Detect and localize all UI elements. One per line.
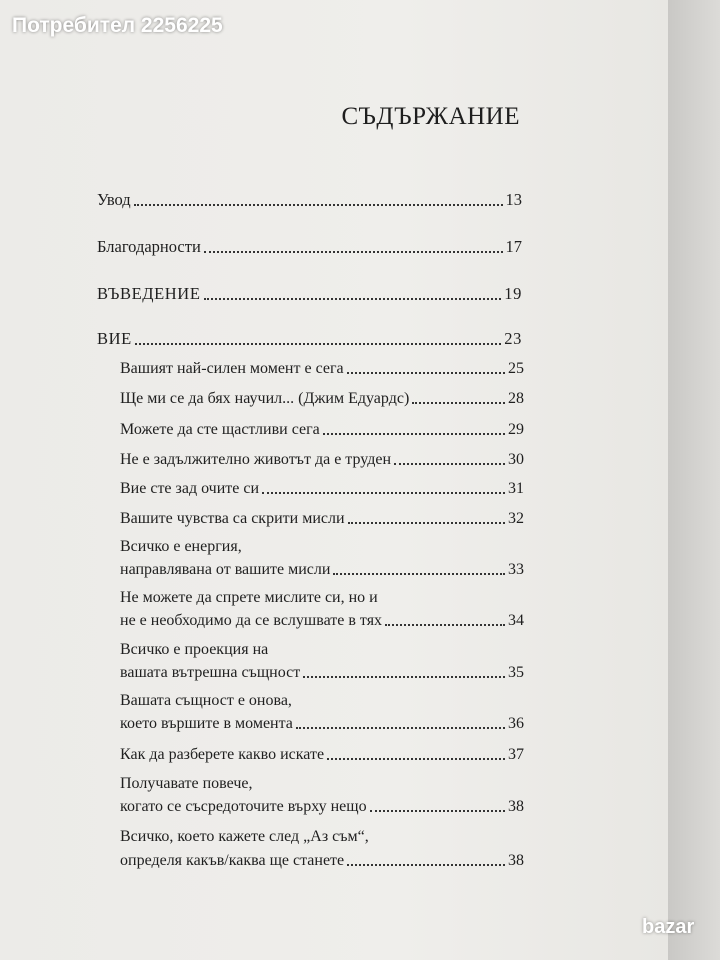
toc-entry-text: вашата вътрешна същност: [120, 664, 301, 681]
toc-page-number: 32: [508, 510, 524, 527]
toc-entry-text: когато се съсредоточите върху нещо: [120, 798, 367, 815]
toc-entry: [120, 852, 524, 870]
toc-dot-leader: [348, 522, 505, 524]
user-watermark: Потребител 2256225: [12, 14, 223, 37]
toc-page-number: 35: [508, 664, 524, 681]
toc-dot-leader: [333, 573, 505, 575]
toc-entry-acknowledgements: [97, 237, 522, 257]
site-logo: bazar: [642, 916, 695, 938]
toc-entry: [120, 715, 524, 733]
toc-page-number: 31: [508, 480, 524, 497]
toc-entry-line1: Всичко, което кажете след „Аз съм“,: [120, 828, 369, 845]
toc-dot-leader: [385, 624, 505, 626]
toc-page-number: 36: [508, 715, 524, 732]
toc-entry-introduction: [97, 284, 522, 304]
toc-entry-text: Ще ми се да бях научил... (Джим Едуардс): [120, 390, 410, 407]
toc-dot-leader: [204, 251, 503, 253]
toc-entry: [120, 451, 524, 469]
toc-page-number: 23: [504, 329, 522, 348]
toc-dot-leader: [323, 433, 505, 435]
toc-entry-line1: Всичко е проекция на: [120, 641, 269, 658]
toc-entry-text: Вашите чувства са скрити мисли: [120, 510, 345, 527]
toc-entry-text: Вашият най-силен момент е сега: [120, 360, 344, 377]
toc-dot-leader: [327, 758, 505, 760]
toc-dot-leader: [303, 676, 505, 678]
toc-entry-line1: Всичко е енергия,: [120, 538, 242, 555]
toc-entry-text: Как да разберете какво искате: [120, 746, 325, 763]
toc-dot-leader: [262, 492, 505, 494]
toc-entry: [120, 746, 524, 764]
toc-entry-line1: Не можете да спрете мислите си, но и: [120, 589, 378, 606]
toc-page-number: 30: [508, 451, 524, 468]
toc-entry-text: направлявана от вашите мисли: [120, 561, 331, 578]
toc-dot-leader: [394, 463, 505, 465]
toc-entry: [120, 561, 524, 579]
toc-page-number: 38: [508, 852, 524, 869]
toc-entry: [120, 421, 524, 439]
toc-dot-leader: [204, 298, 502, 300]
toc-entry: [120, 360, 524, 378]
toc-page-number: 19: [504, 284, 522, 303]
toc-entry: [120, 390, 524, 408]
toc-entry: [120, 798, 524, 816]
toc-page-number: 13: [505, 190, 522, 209]
toc-dot-leader: [296, 727, 505, 729]
toc-dot-leader: [135, 343, 501, 345]
toc-entry-line1: Вашата същност е онова,: [120, 692, 292, 709]
toc-dot-leader: [134, 204, 503, 206]
toc-page-number: 37: [508, 746, 524, 763]
toc-dot-leader: [347, 864, 505, 866]
toc-entry-text: което вършите в момента: [120, 715, 293, 732]
toc-dot-leader: [347, 372, 505, 374]
toc-page-number: 34: [508, 612, 524, 629]
toc-entry-text: ВИЕ: [97, 329, 132, 348]
toc-entry-intro: [97, 190, 522, 210]
toc-entry-line1: Получавате повече,: [120, 775, 253, 792]
toc-entry: [120, 612, 524, 630]
toc-entry-text: ВЪВЕДЕНИЕ: [97, 284, 201, 303]
toc-entry-text: определя какъв/каква ще станете: [120, 852, 345, 869]
toc-entry: [120, 664, 524, 682]
toc-entry: [120, 510, 524, 528]
toc-entry-text: Можете да сте щастливи сега: [120, 421, 320, 438]
toc-page-number: 17: [505, 237, 522, 256]
toc-page-number: 25: [508, 360, 524, 377]
background-surface: [668, 0, 720, 960]
toc-entry-text: не е необходимо да се вслушвате в тях: [120, 612, 383, 629]
toc-entry-text: Вие сте зад очите си: [120, 480, 260, 497]
toc-page-number: 33: [508, 561, 524, 578]
toc-page-number: 29: [508, 421, 524, 438]
toc-entry: [120, 480, 524, 498]
toc-dot-leader: [412, 402, 505, 404]
toc-entry-you: [97, 329, 522, 349]
toc-entry-text: Не е задължително животът да е труден: [120, 451, 392, 468]
toc-title: СЪДЪРЖАНИЕ: [341, 103, 520, 130]
toc-entry-text: Увод: [97, 190, 131, 209]
toc-page-number: 38: [508, 798, 524, 815]
toc-page-number: 28: [508, 390, 524, 407]
toc-dot-leader: [370, 810, 505, 812]
toc-entry-text: Благодарности: [97, 237, 201, 256]
